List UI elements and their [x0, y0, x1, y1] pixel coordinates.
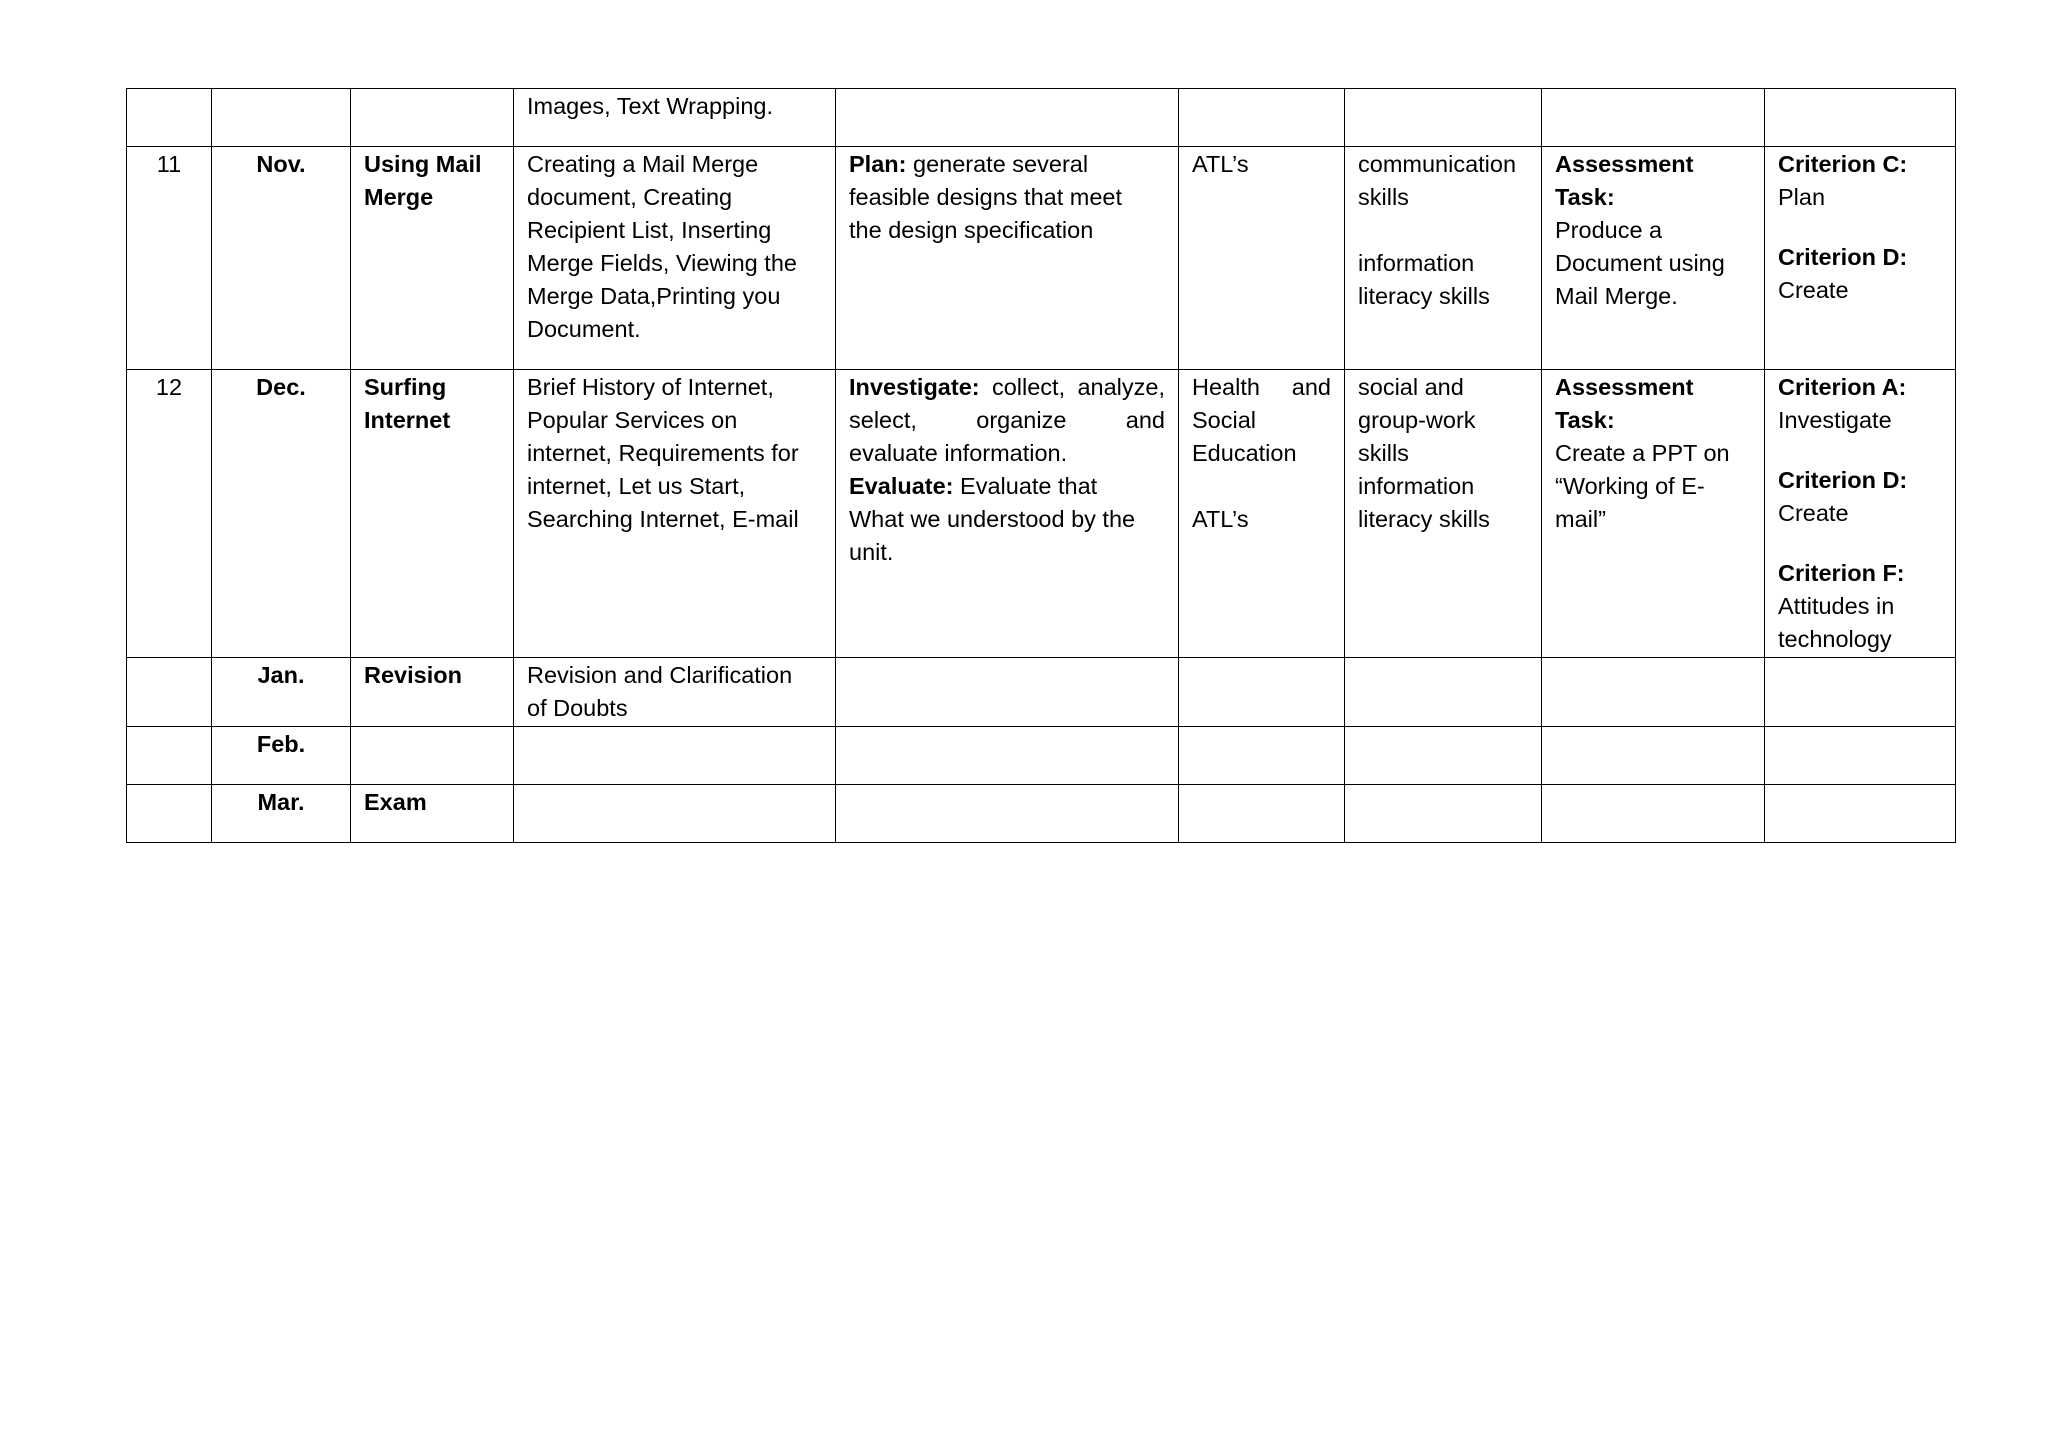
content-line: Recipient List, Inserting	[527, 217, 772, 243]
objective-line: select, organize and	[849, 407, 1165, 433]
assessment-line: Mail Merge.	[1555, 283, 1678, 309]
interdisciplinary-line: Health and	[1192, 374, 1331, 400]
atl-line: information	[1358, 473, 1475, 499]
cell-objectives	[836, 785, 1179, 843]
criterion-label: Criterion D:	[1778, 467, 1908, 493]
criterion-value: Attitudes in technology	[1778, 593, 1895, 652]
curriculum-plan-table	[126, 88, 1956, 843]
cell-atl-skills	[1345, 89, 1542, 147]
cell-assessment	[1542, 370, 1765, 658]
atl-line: literacy skills	[1358, 506, 1490, 532]
cell-month: Jan.	[212, 658, 351, 727]
content-line: Merge Data,Printing you	[527, 283, 781, 309]
cell-assessment	[1542, 147, 1765, 370]
criterion-spacer	[1778, 214, 1942, 241]
cell-number	[127, 727, 212, 785]
cell-month: Nov.	[212, 147, 351, 370]
cell-criteria	[1765, 89, 1956, 147]
objective-text: generate several	[906, 151, 1089, 177]
criterion-label: Criterion C:	[1778, 151, 1908, 177]
criterion-value: Plan	[1778, 184, 1826, 210]
objective-line: the design specification	[849, 217, 1094, 243]
cell-unit	[351, 370, 514, 658]
content-line: internet, Requirements for	[527, 440, 799, 466]
assessment-line: “Working of E-	[1555, 473, 1705, 499]
atl-line: communication	[1358, 151, 1517, 177]
objective-label: Investigate:	[849, 374, 980, 400]
cell-unit	[351, 147, 514, 370]
cell-criteria	[1765, 727, 1956, 785]
assessment-line: Create a PPT on	[1555, 440, 1730, 466]
cell-number: 12	[127, 370, 212, 658]
cell-content	[514, 658, 836, 727]
cell-unit	[351, 658, 514, 727]
cell-interdisciplinary	[1179, 89, 1345, 147]
cell-criteria	[1765, 147, 1956, 370]
content-line: Document.	[527, 316, 641, 342]
objective-line	[849, 148, 1165, 181]
cell-number	[127, 658, 212, 727]
cell-content	[514, 785, 836, 843]
assessment-label: Assessment Task:	[1555, 151, 1694, 210]
cell-atl-skills	[1345, 147, 1542, 370]
cell-assessment	[1542, 785, 1765, 843]
cell-assessment	[1542, 658, 1765, 727]
table-row	[127, 658, 1956, 727]
cell-objectives	[836, 147, 1179, 370]
assessment-line: Document using	[1555, 250, 1725, 276]
cell-objectives	[836, 89, 1179, 147]
objective-line: feasible designs that meet	[849, 184, 1123, 210]
cell-month: Mar.	[212, 785, 351, 843]
criterion-label: Criterion D:	[1778, 244, 1908, 270]
cell-objectives	[836, 658, 1179, 727]
unit-line: Internet	[364, 407, 451, 433]
cell-criteria	[1765, 658, 1956, 727]
cell-content	[514, 727, 836, 785]
cell-objectives	[836, 370, 1179, 658]
objective-text: Evaluate that	[953, 473, 1098, 499]
cell-interdisciplinary	[1179, 785, 1345, 843]
cell-interdisciplinary	[1179, 147, 1345, 370]
table-row	[127, 727, 1956, 785]
content-line: Merge Fields, Viewing the	[527, 250, 797, 276]
cell-interdisciplinary	[1179, 658, 1345, 727]
atl-line: group-work	[1358, 407, 1476, 433]
atl-line: skills	[1358, 184, 1409, 210]
interdisciplinary-line: ATL’s	[1192, 506, 1249, 532]
criterion-label: Criterion F:	[1778, 560, 1905, 586]
cell-atl-skills	[1345, 785, 1542, 843]
criterion-spacer	[1778, 437, 1942, 464]
criterion-value: Investigate	[1778, 407, 1892, 433]
unit-line: Surfing	[364, 374, 447, 400]
objective-line: What we understood by the	[849, 506, 1136, 532]
content-line: Creating a Mail Merge	[527, 151, 759, 177]
cell-interdisciplinary	[1179, 727, 1345, 785]
interdisciplinary-line: Education	[1192, 440, 1297, 466]
cell-assessment	[1542, 727, 1765, 785]
cell-number	[127, 785, 212, 843]
atl-line: skills	[1358, 440, 1409, 466]
cell-objectives	[836, 727, 1179, 785]
interdisciplinary-line: ATL’s	[1192, 151, 1249, 177]
cell-criteria	[1765, 785, 1956, 843]
cell-content	[514, 147, 836, 370]
unit-line: Using Mail	[364, 151, 482, 177]
criterion-value: Create	[1778, 500, 1849, 526]
objective-text: collect, analyze,	[979, 374, 1165, 400]
cell-unit	[351, 727, 514, 785]
atl-line: social and	[1358, 374, 1464, 400]
assessment-label: Assessment Task:	[1555, 374, 1694, 433]
cell-atl-skills	[1345, 727, 1542, 785]
criterion-label: Criterion A:	[1778, 374, 1907, 400]
interdisciplinary-line: Social	[1192, 407, 1257, 433]
objective-line: unit.	[849, 539, 894, 565]
criterion-value: Create	[1778, 277, 1849, 303]
cell-month: Feb.	[212, 727, 351, 785]
content-line: internet, Let us Start,	[527, 473, 746, 499]
content-line: Brief History of Internet,	[527, 374, 774, 400]
atl-spacer	[1358, 214, 1528, 247]
objective-label: Evaluate:	[849, 473, 954, 499]
criterion-spacer	[1778, 530, 1942, 557]
cell-unit	[351, 89, 514, 147]
cell-unit	[351, 785, 514, 843]
table-row	[127, 785, 1956, 843]
table-row	[127, 89, 1956, 147]
assessment-line: Produce a	[1555, 217, 1663, 243]
cell-month	[212, 89, 351, 147]
content-line: Popular Services on	[527, 407, 738, 433]
interdisciplinary-spacer	[1192, 470, 1331, 503]
objective-line	[849, 371, 1165, 404]
objective-label: Plan:	[849, 151, 907, 177]
content-line: Images, Text Wrapping.	[527, 93, 774, 119]
unit-line: Merge	[364, 184, 434, 210]
atl-line: information	[1358, 250, 1475, 276]
cell-atl-skills	[1345, 658, 1542, 727]
cell-content	[514, 89, 836, 147]
table-row	[127, 147, 1956, 370]
atl-line: literacy skills	[1358, 283, 1490, 309]
cell-assessment	[1542, 89, 1765, 147]
content-line: Searching Internet, E-mail	[527, 506, 799, 532]
content-line: Revision and Clarification	[527, 662, 793, 688]
content-line: document, Creating	[527, 184, 733, 210]
unit-line: Revision	[364, 662, 462, 688]
unit-line: Exam	[364, 789, 427, 815]
content-line: of Doubts	[527, 695, 628, 721]
cell-month: Dec.	[212, 370, 351, 658]
cell-content	[514, 370, 836, 658]
cell-number: 11	[127, 147, 212, 370]
objective-line	[849, 470, 1165, 503]
cell-number	[127, 89, 212, 147]
cell-interdisciplinary	[1179, 370, 1345, 658]
table-row	[127, 370, 1956, 658]
objective-line: evaluate information.	[849, 440, 1068, 466]
cell-criteria	[1765, 370, 1956, 658]
cell-atl-skills	[1345, 370, 1542, 658]
assessment-line: mail”	[1555, 506, 1606, 532]
